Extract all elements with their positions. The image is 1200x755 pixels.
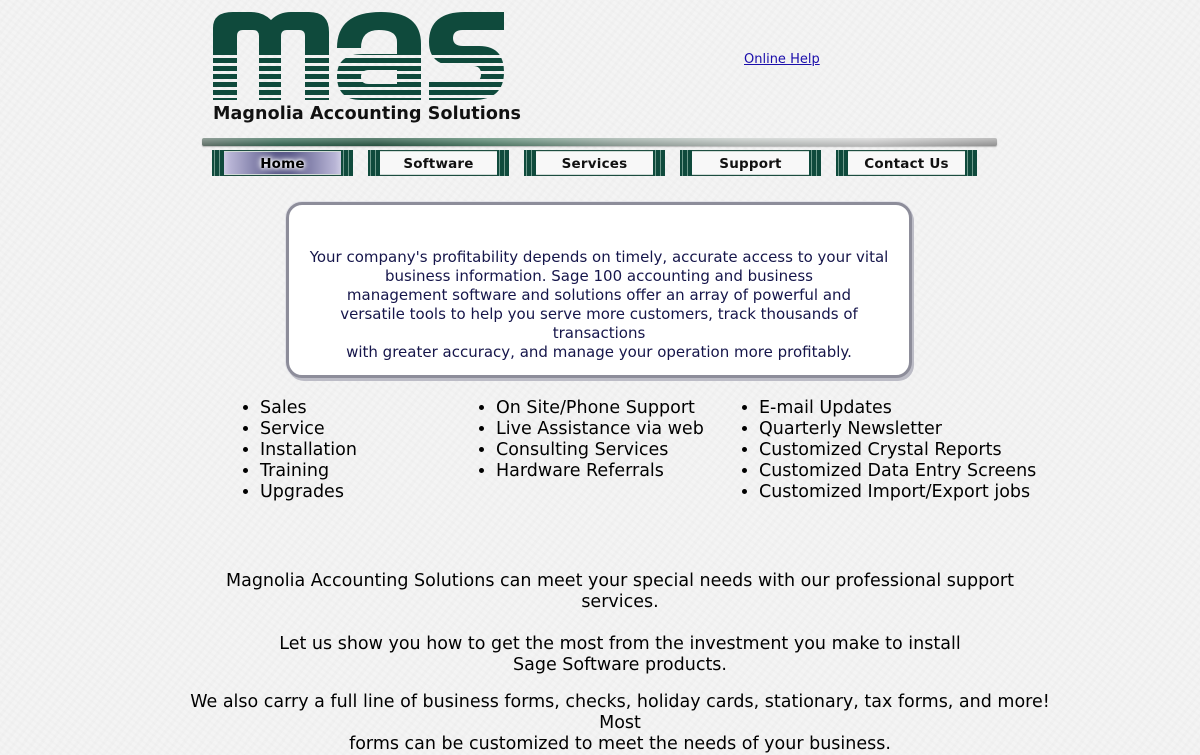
- header-divider: [202, 138, 997, 146]
- nav-contact-button[interactable]: [836, 150, 977, 176]
- forms-paragraph: [190, 692, 1050, 755]
- nav-services-label: Services: [561, 156, 628, 172]
- list-item: • Sales: [260, 398, 357, 419]
- list-item: • Quarterly Newsletter: [759, 419, 1036, 440]
- nav-contact-label: Contact Us: [864, 156, 949, 172]
- list-item: • Customized Data Entry Screens: [759, 461, 1036, 482]
- nav-home-button[interactable]: [212, 150, 353, 176]
- nav-support-label: Support: [719, 156, 782, 172]
- list-item: • On Site/Phone Support: [496, 398, 704, 419]
- intro-line: versatile tools to help you serve more customers, track thousands of transactions: [340, 305, 858, 342]
- nav-software-label: Software: [403, 156, 474, 172]
- list-item: • Customized Import/Export jobs: [759, 482, 1036, 503]
- list-item: • E-mail Updates: [759, 398, 1036, 419]
- paragraph-line: forms can be customized to meet the needs of your business.: [349, 734, 891, 754]
- nav-services-button[interactable]: [524, 150, 665, 176]
- list-item: • Hardware Referrals: [496, 461, 704, 482]
- intro-text: [303, 248, 895, 362]
- paragraph-line: Sage Software products.: [513, 655, 727, 675]
- online-help-link[interactable]: Online Help: [744, 52, 820, 67]
- nav-software-button[interactable]: [368, 150, 509, 176]
- nav-home-label: Home: [260, 156, 305, 172]
- support-paragraph: Magnolia Accounting Solutions can meet your special needs with our professional support services.: [226, 571, 1014, 612]
- list-item: • Upgrades: [260, 482, 357, 503]
- list-item: • Service: [260, 419, 357, 440]
- list-item: • Consulting Services: [496, 440, 704, 461]
- mas-logo-graphic: [211, 10, 506, 106]
- services-list-support: [476, 398, 704, 482]
- intro-line: management software and solutions offer an array of powerful and: [346, 286, 852, 304]
- list-item: • Training: [260, 461, 357, 482]
- services-list-custom: [739, 398, 1036, 503]
- intro-line: Your company's profitability depends on timely, accurate access to your vital: [309, 248, 889, 266]
- investment-paragraph: [190, 634, 1050, 676]
- company-name: Magnolia Accounting Solutions: [213, 104, 522, 124]
- paragraph-line: Let us show you how to get the most from the investment you make to install: [279, 634, 961, 654]
- intro-line: business information. Sage 100 accounting and business: [385, 267, 813, 285]
- list-item: • Customized Crystal Reports: [759, 440, 1036, 461]
- nav-support-button[interactable]: [680, 150, 821, 176]
- list-item: • Installation: [260, 440, 357, 461]
- list-item: • Live Assistance via web: [496, 419, 704, 440]
- company-logo: [211, 10, 522, 128]
- intro-line: with greater accuracy, and manage your operation more profitably.: [346, 343, 852, 361]
- intro-panel: [286, 202, 912, 378]
- paragraph-line: We also carry a full line of business forms, checks, holiday cards, stationary, tax forms, and more! Most: [190, 692, 1050, 733]
- services-list-basic: [240, 398, 357, 503]
